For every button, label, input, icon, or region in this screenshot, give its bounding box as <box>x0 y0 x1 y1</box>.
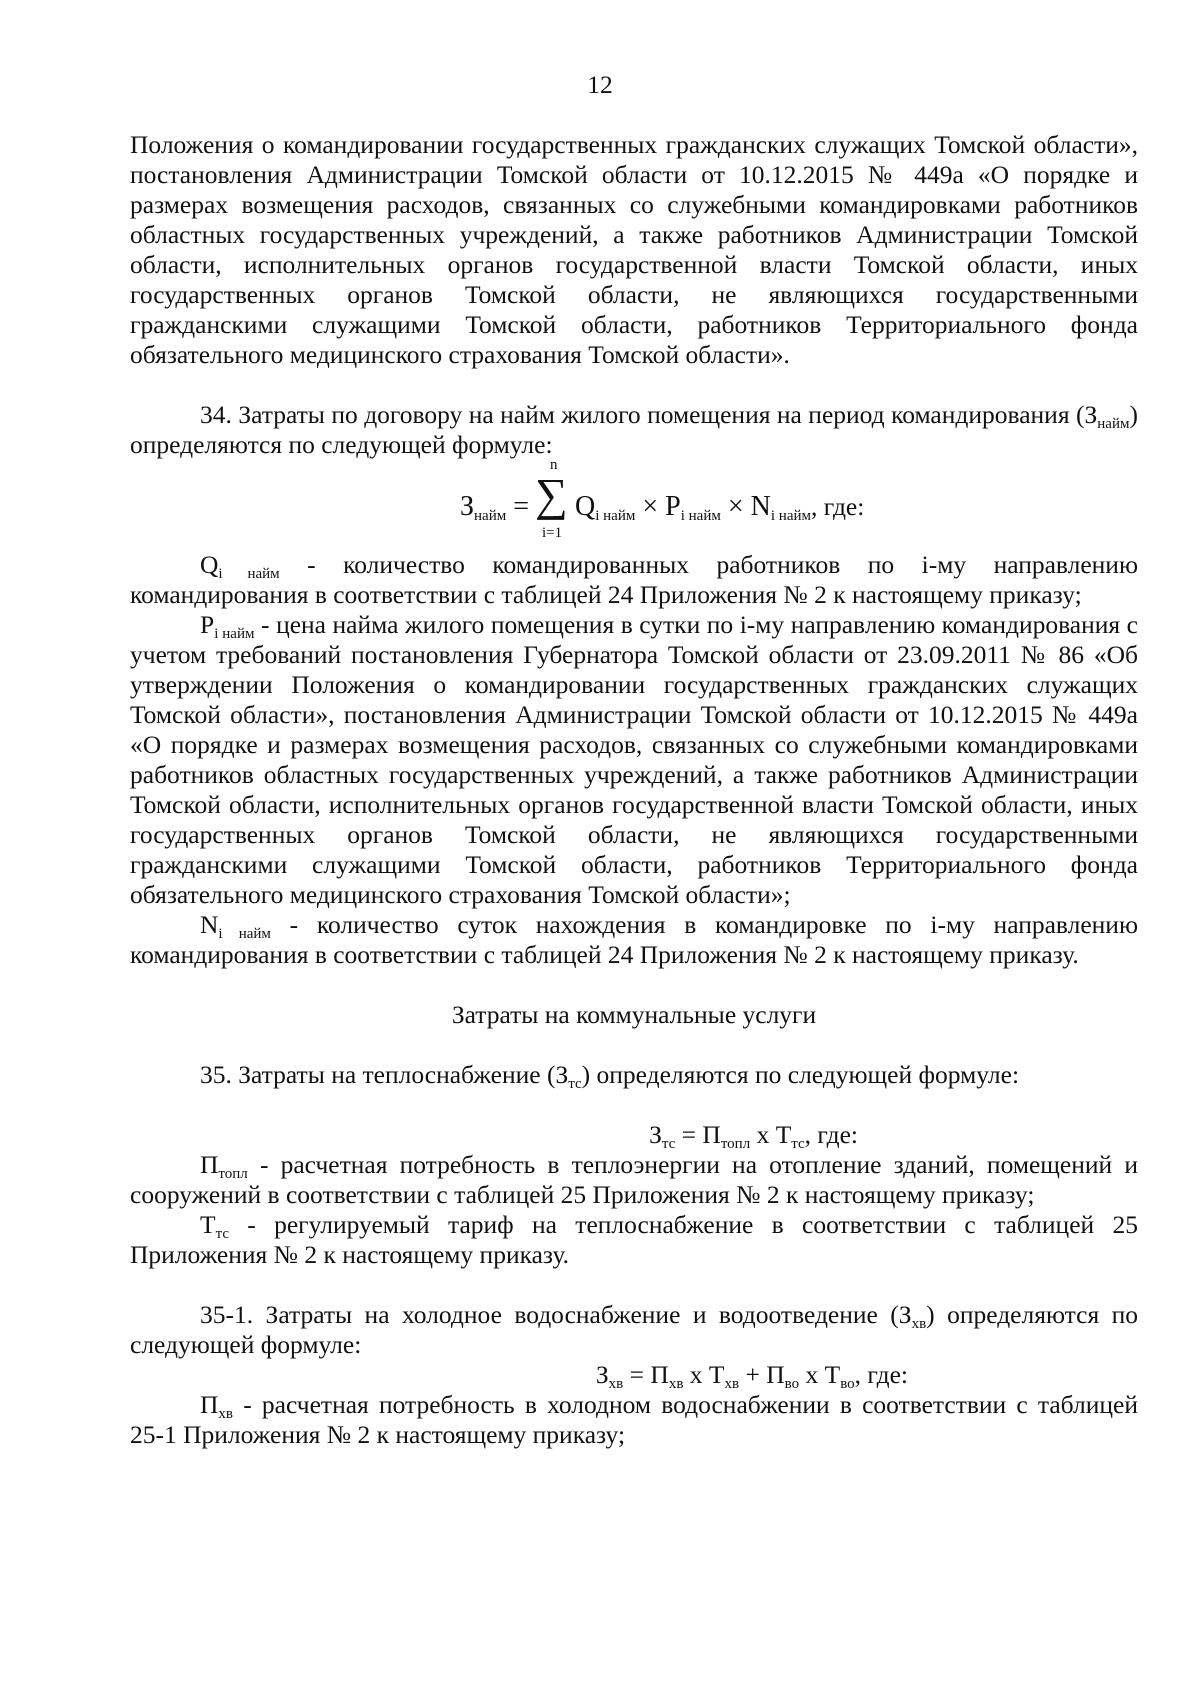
symbol-z: З <box>460 491 475 522</box>
symbol: П <box>200 1390 219 1419</box>
clause-34-text: 34. Затраты по договору на найм жилого помещения на период командирования (З <box>200 400 1098 429</box>
symbol: Q <box>200 550 219 579</box>
definition-text: - расчетная потребность в холодном водоснабжении в соответствии с таблицей 25-1 Приложения № 2 к настоящему приказу; <box>130 1390 1138 1449</box>
spacer <box>130 970 1138 1000</box>
subscript: хв <box>668 1376 684 1392</box>
subscript: тс <box>661 1136 676 1152</box>
formula-tail: , где: <box>811 492 865 521</box>
symbol-n: N <box>750 491 771 522</box>
subscript: хв <box>608 1376 624 1392</box>
sum-lower-limit: i=1 <box>542 525 563 541</box>
definition-text: - количество суток нахождения в командировке по i-му направлению командирования в соответствии с таблицей 24 Приложения № 2 к настоящему приказу. <box>130 910 1138 969</box>
symbol: П <box>200 1150 219 1179</box>
formula-tail: , где: <box>804 1120 858 1149</box>
definition-text: - цена найма жилого помещения в сутки по i-му направлению командирования с учетом требований постановления Губернатора Томской области от 23.09.2011 № 86 «Об утверждении Положения о командировании государственных гражданских служащих Томской области», постановления Администрации Томской области от 10.12.2015 № 449а «О порядке и размерах возмещения расходов, связанных со служебными командировками работников областных государственных учреждений, а также работников Администрации Томской области, исполнительных органов государственной власти Томской области, иных государственных органов Томской области, не являющихся государственными гражданскими служащими Томской области, работников Территориального фонда обязательного медицинского страхования Томской области»; <box>130 610 1138 909</box>
symbol: Т <box>200 1210 216 1239</box>
clause-35-intro <box>130 1060 1138 1090</box>
symbol: = П <box>623 1360 669 1389</box>
spacer <box>130 1270 1138 1300</box>
clause-35-1-text: 35-1. Затраты на холодное водоснабжение и водоотведение (З <box>200 1300 912 1329</box>
times-sign: × <box>642 491 659 522</box>
symbol-q: Q <box>575 491 596 522</box>
symbol: x Т <box>750 1120 792 1149</box>
definition-p-hv <box>130 1390 1138 1450</box>
subscript: топл <box>218 1166 248 1182</box>
section-title: Затраты на коммунальные услуги <box>451 1000 817 1029</box>
definition-p <box>130 610 1138 910</box>
times-sign: × <box>727 491 744 522</box>
equals-sign: = <box>513 491 530 522</box>
formula-tail: , где: <box>854 1360 908 1389</box>
subscript: хв <box>724 1376 740 1392</box>
subscript: тс <box>568 1076 582 1092</box>
clause-34-intro <box>130 400 1138 460</box>
intro-paragraph: Положения о командировании государственных гражданских служащих Томской области», постановления Администрации Томской области от 10.12.2015 № 449а «О порядке и размерах возмещения расходов, связанных со служебными командировками работников областных государственных учреждений, а также работников Администрации Томской области, исполнительных органов государственной власти Томской области, иных государственных органов Томской области, не являющихся государственными гражданскими служащими Томской области, работников Территориального фонда обязательного медицинского страхования Томской области». <box>130 130 1138 369</box>
symbol: x Т <box>683 1360 725 1389</box>
subscript: i найм <box>214 626 255 642</box>
clause-35-1-text-end: ) определяются по следующей формуле: <box>130 1300 1139 1359</box>
subscript: i найм <box>770 508 812 524</box>
definition-p-topl <box>130 1150 1138 1210</box>
subscript: найм <box>474 508 507 524</box>
clause-35-text: 35. Затраты на теплоснабжение (З <box>200 1060 569 1089</box>
formula-heating <box>130 1120 1138 1150</box>
definition-text: - расчетная потребность в теплоэнергии на отопление зданий, помещений и сооружений в соответствии с таблицей 25 Приложения № 2 к настоящему приказу; <box>130 1150 1138 1209</box>
formula-lhs <box>460 492 529 522</box>
subscript: i найм <box>595 508 636 524</box>
definition-n <box>130 910 1138 970</box>
clause-35-1-intro <box>130 1300 1138 1360</box>
symbol: x Т <box>799 1360 841 1389</box>
definition-q <box>130 550 1138 610</box>
sigma-symbol: ∑ <box>535 469 568 520</box>
formula-water <box>130 1360 1138 1390</box>
symbol: З <box>595 1360 609 1389</box>
subscript: i найм <box>680 508 721 524</box>
spacer <box>130 370 1138 400</box>
clause-34-text-end: ) определяются по следующей формуле: <box>130 400 1138 459</box>
subscript: найм <box>1097 416 1130 432</box>
page-number: 12 <box>587 70 613 99</box>
symbol: P <box>200 610 215 639</box>
definition-t-ts <box>130 1210 1138 1270</box>
subscript: i найм <box>218 566 280 582</box>
symbol: N <box>200 910 219 939</box>
subscript: хв <box>218 1406 234 1422</box>
formula-rhs <box>575 492 864 522</box>
subscript: i найм <box>218 926 271 942</box>
symbol: = П <box>675 1120 721 1149</box>
formula-hire-costs <box>130 457 1138 550</box>
spacer <box>130 1030 1138 1060</box>
subscript: во <box>840 1376 855 1392</box>
subscript: тс <box>791 1136 805 1152</box>
symbol-p: P <box>665 491 681 522</box>
spacer <box>130 1090 1138 1120</box>
subscript: тс <box>215 1226 229 1242</box>
definition-text: - регулируемый тариф на теплоснабжение в соответствии с таблицей 25 Приложения № 2 к настоящему приказу. <box>130 1210 1138 1269</box>
subscript: хв <box>911 1316 927 1332</box>
document-body <box>130 130 1138 1450</box>
subscript: во <box>784 1376 800 1392</box>
symbol: З <box>649 1120 662 1149</box>
subscript: топл <box>720 1136 751 1152</box>
symbol: + П <box>739 1360 785 1389</box>
clause-35-text-end: ) определяются по следующей формуле: <box>581 1060 1020 1089</box>
definition-text: - количество командированных работников по i-му направлению командирования в соответствии с таблицей 24 Приложения № 2 к настоящему приказу; <box>130 550 1139 609</box>
sum-upper-limit: n <box>550 457 558 473</box>
